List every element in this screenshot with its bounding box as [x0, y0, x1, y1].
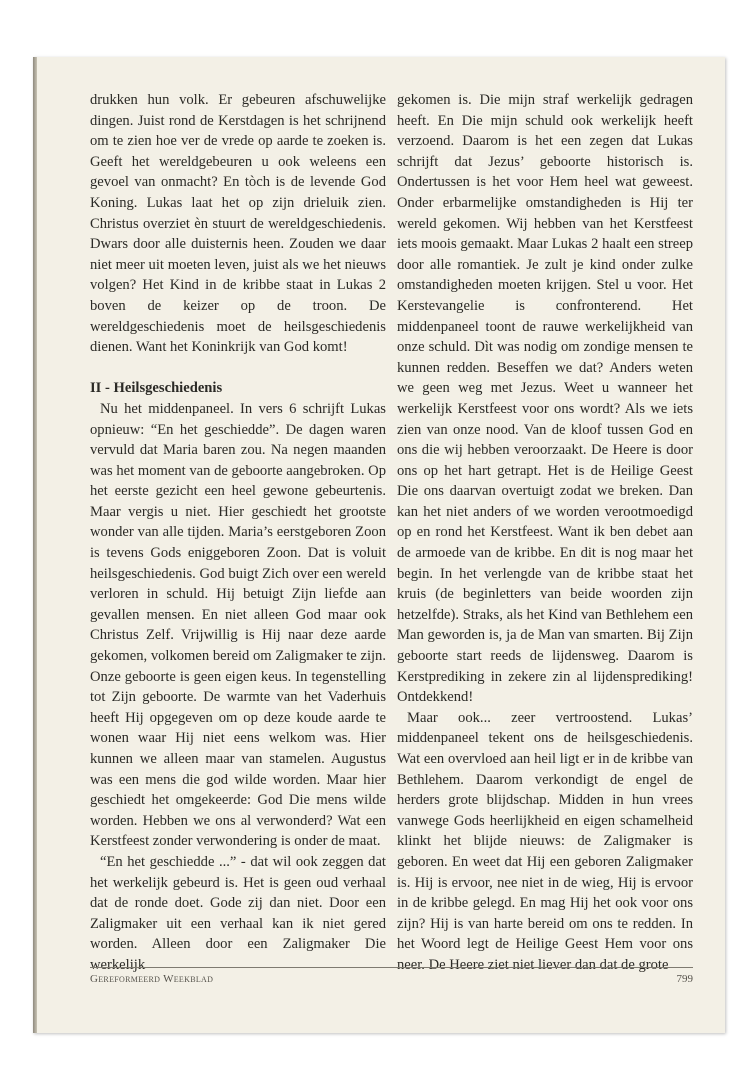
section-heading: II - Heilsgeschiedenis [90, 380, 223, 397]
left-paragraph-3: “En het geschiedde ...” - dat wil ook zeggen dat het werkelijk gebeurd is. Het is geen oud verhaal dat de ronde doet. Gode zij dan niet. Door een Zaligmaker uit een verhaal kan ik niet gered worden. Alleen door een Zaligmaker Die werkelijk [90, 853, 386, 973]
right-paragraph-1: gekomen is. Die mijn straf werkelijk gedragen heeft. En Die mijn schuld ook werkelijk heeft verzoend. Daarom is het een zegen dat Lukas schrijft dat Jezus’ geboorte historisch is. Ondertussen is het voor Hem heel wat geweest. Onder erbarmelijke omstandigheden is Hij ter wereld gekomen. Wij hebben van het Kerstfeest iets moois gemaakt. Maar Lukas 2 haalt een streep door alle romantiek. Je zult je kind onder zulke omstandigheden moeten krijgen. Stel u voor. Het Kerstevangelie is confronterend. Het middenpaneel toont de rauwe werkelijkheid van onze schuld. Dìt was nodig om zondige mensen te kunnen redden. Beseffen we dat? Anders weten we geen weg met Jezus. Weet u wanneer het werkelijk Kerstfeest voor ons wordt? Als we iets zien van onze nood. Van de kloof tussen God en ons die wij hebben veroorzaakt. De Heere is door ons op het hart getrapt. Het is de Heilige Geest Die ons daarvan overtuigt zodat we breken. Dan kan het niet anders of we worden verootmoedigd op en rond het Kerstfeest. Want ik ben debet aan de armoede van de kribbe. En dit is nog maar het begin. In het verlengde van de kribbe staat het kruis (de beginletters van beide woorden zijn hetzelfde). Straks, als het Kind van Bethlehem een Man geworden is, ja de Man van smarten. Bij Zijn geboorte start reeds de lijdensweg. Daarom is Kerstprediking in zekere zin al lijdensprediking! Ontdekkend! [397, 92, 693, 706]
right-text-column [397, 90, 693, 976]
left-text-column [90, 90, 386, 976]
publication-name: Gereformeerd Weekblad [90, 973, 214, 985]
page-number: 799 [676, 973, 693, 985]
page-spine-shadow [33, 57, 37, 1033]
left-paragraph-2: Nu het middenpaneel. In vers 6 schrijft Lukas opnieuw: “En het geschiedde”. De dagen waren vervuld dat Maria baren zou. Na negen maanden was het moment van de geboorte aangebroken. Op het eerste gezicht een heel gewone gebeurtenis. Maar vergis u niet. Hier geschiedt het grootste wonder van alle tijden. Maria’s eerstgeboren Zoon is tevens Gods eniggeboren Zoon. Dat is voluit heilsgeschiedenis. God buigt Zich over een wereld verloren in schuld. Hij betuigt Zijn liefde aan gevallen mensen. En niet alleen God maar ook Christus Zelf. Vrijwillig is Hij naar deze aarde gekomen, volkomen bereid om Zaligmaker te zijn. Onze geboorte is geen eigen keus. In tegenstelling tot Zijn geboorte. De warmte van het Vaderhuis heeft Hij opgegeven om op deze koude aarde te wonen waar Hij niet eens welkom was. Hier kunnen we alleen maar van stamelen. Augustus was een mens die god wilde worden. Maar hier geschiedt het omgekeerde: God Die mens wilde worden. Hebben we ons al verwonderd? Wat een Kerstfeest zonder verwondering is onder de maat. [90, 400, 386, 850]
left-paragraph-1: drukken hun volk. Er gebeuren afschuwelijke dingen. Juist rond de Kerstdagen is het schrijnend om te zien hoe ver de vrede op aarde te zoeken is. Geeft het wereldgebeuren u ook weleens een gevoel van onmacht? En tòch is de levende God Koning. Lukas laat het op zijn drieluik zien. Christus overziet èn stuurt de wereldgeschiedenis. Dwars door alle duisternis heen. Zouden we daar niet meer uit moeten leven, juist als we het nieuws volgen? Het Kind in de kribbe staat in Lukas 2 boven de keizer op de troon. De wereldgeschiedenis moet de heilsgeschiedenis dienen. Want het Koninkrijk van God komt! [90, 92, 386, 356]
footer-divider [90, 967, 693, 968]
magazine-page [33, 57, 725, 1033]
right-paragraph-2: Maar ook... zeer vertroostend. Lukas’ middenpaneel tekent ons de heilsgeschiedenis. Wat een overvloed aan heil ligt er in de kribbe van Bethlehem. Daarom verkondigt de engel de herders grote blijdschap. Midden in hun vrees vanwege Gods heerlijkheid en eigen schamelheid klinkt het blijde nieuws: de Zaligmaker is geboren. En weet dat Hij een geboren Zaligmaker is. Hij is ervoor, nee niet in de wieg, Hij is ervoor in de kribbe gelegd. En mag Hij het ook voor ons zijn? Hij is van harte bereid om ons te redden. In het Woord legt de Heilige Geest Hem voor ons neer. De Heere ziet niet liever dan dat de grote [397, 709, 693, 973]
